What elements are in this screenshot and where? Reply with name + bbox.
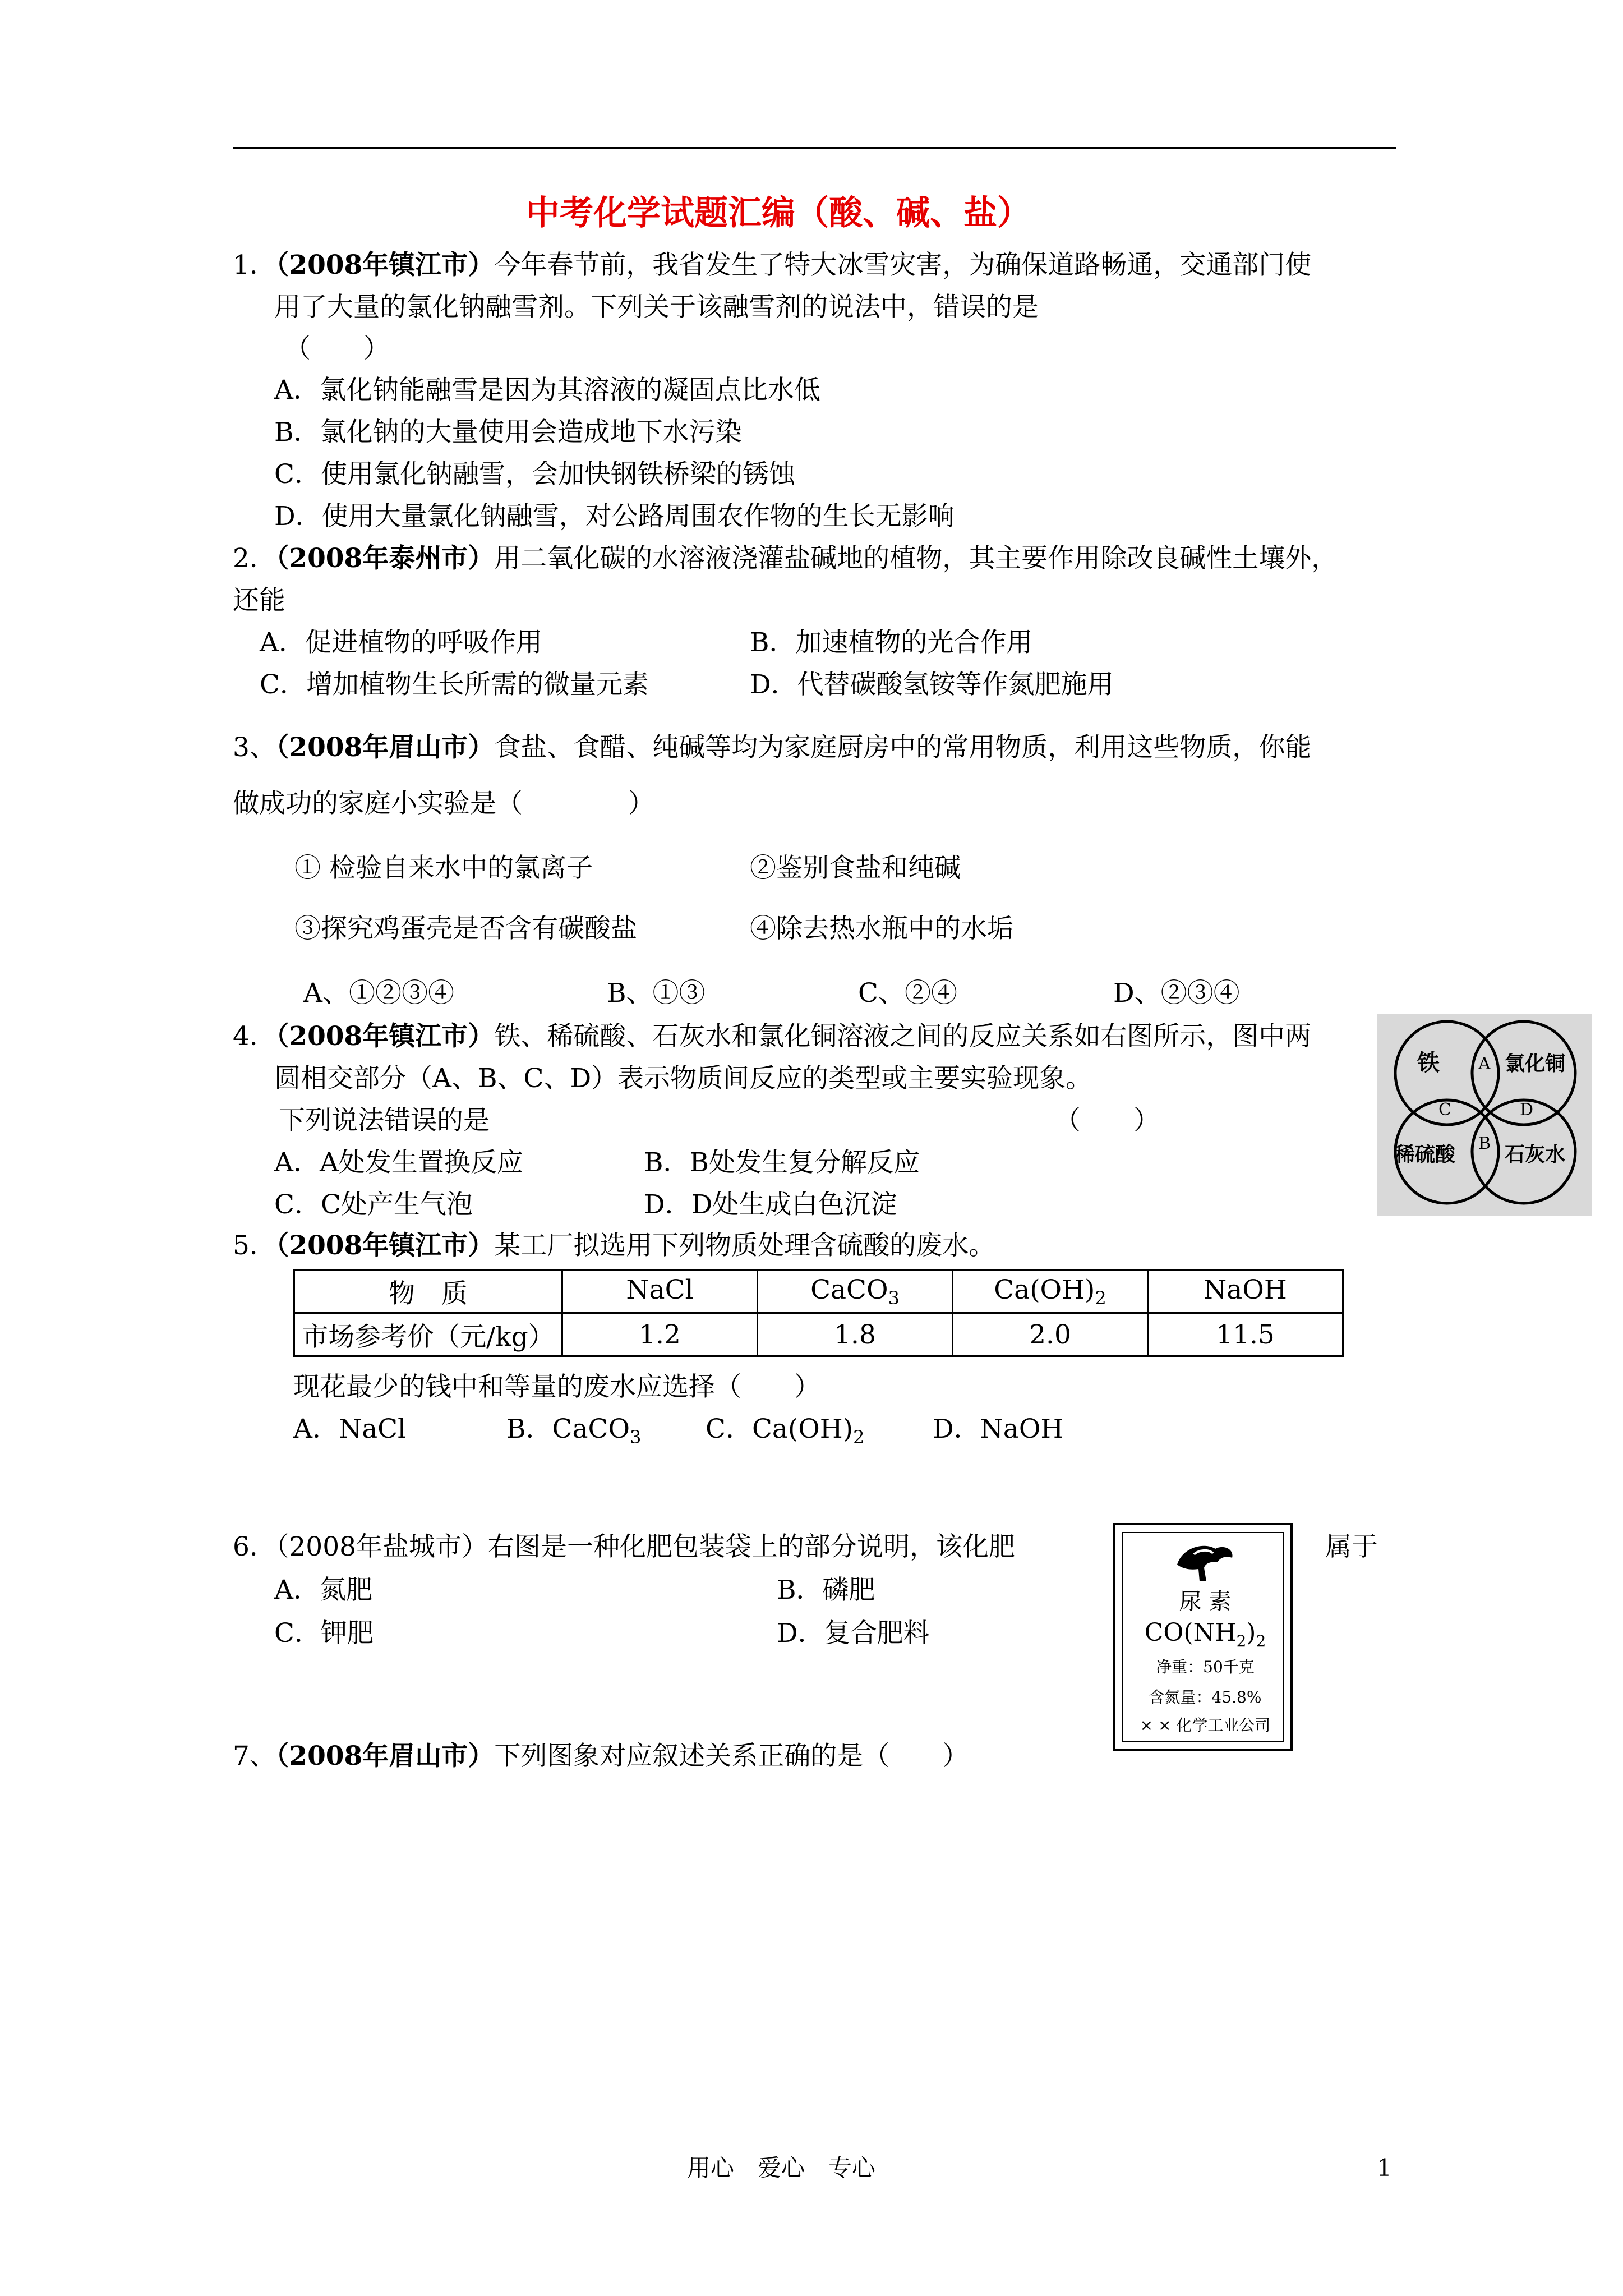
q4-option-c: C．C处产生气泡 (274, 1189, 473, 1220)
q1-option-a: A．氯化钠能融雪是因为其溶液的凝固点比水低 (274, 375, 820, 406)
table-header-cell: 物 质 (294, 1270, 562, 1313)
reaction-diagram-svg (1377, 1014, 1592, 1216)
q4-line2: 圆相交部分（A、B、C、D）表示物质间反应的类型或主要实验现象。 (274, 1063, 1092, 1094)
label-copper-chloride: 氯化铜 (1505, 1052, 1566, 1075)
q2-option-d: D．代替碳酸氢铵等作氮肥施用 (750, 669, 1114, 700)
q5-option-b: B．CaCO$_3$ (506, 1414, 642, 1448)
q2-line2: 还能 (233, 585, 285, 616)
q1-option-c: C．使用氯化钠融雪，会加快钢铁桥梁的锈蚀 (274, 459, 795, 490)
q2-line1: 2．（2008年泰州市）用二氧化碳的水溶液浇灌盐碱地的植物，其主要作用除改良碱性土壤外， (233, 543, 1338, 574)
q4-blank: （ ） (1054, 1105, 1160, 1136)
q6-option-d: D．复合肥料 (777, 1618, 930, 1649)
label-iron: 铁 (1417, 1050, 1440, 1076)
table-cell: NaOH (1148, 1270, 1343, 1313)
q2-option-b: B．加速植物的光合作用 (750, 627, 1033, 658)
header-rule (233, 147, 1396, 149)
q3-line2: 做成功的家庭小实验是（ ） (233, 788, 654, 819)
q5-line1: 5．（2008年镇江市）某工厂拟选用下列物质处理含硫酸的废水。 (233, 1230, 995, 1261)
fertilizer-formula: $CO(NH_2)_2$ (1144, 1618, 1266, 1650)
q6-option-b: B．磷肥 (777, 1575, 875, 1605)
q4-line1: 4．（2008年镇江市）铁、稀硫酸、石灰水和氯化铜溶液之间的反应关系如右图所示，图中两 (233, 1021, 1312, 1052)
q2-option-a: A．促进植物的呼吸作用 (260, 627, 542, 658)
reaction-diagram (1377, 1014, 1592, 1216)
q6-option-c: C．钾肥 (274, 1618, 374, 1649)
q6-tail: 属于 (1325, 1531, 1378, 1562)
table-header-cell: 市场参考价（元/kg） (294, 1313, 562, 1356)
label-limewater: 石灰水 (1505, 1143, 1566, 1166)
fertilizer-company: × × 化学工业公司 (1140, 1716, 1271, 1734)
table-cell: 11.5 (1148, 1313, 1343, 1356)
page-title: 中考化学试题汇编（酸、碱、盐） (526, 194, 1031, 233)
q1-line1: 1．（2008年镇江市）今年春节前，我省发生了特大冰雪灾害，为确保道路畅通，交通部门使 (233, 250, 1312, 280)
table-cell: $Ca(OH)_2$ (953, 1270, 1148, 1313)
q4-line3: 下列说法错误的是 (279, 1105, 490, 1136)
table-cell: CaCO$_3$ (758, 1270, 953, 1313)
q5-question: 现花最少的钱中和等量的废水应选择（ ） (293, 1372, 820, 1402)
q5-option-c: C．$Ca(OH)_2$ (706, 1414, 865, 1448)
label-C: C (1438, 1100, 1451, 1120)
q2-option-c: C．增加植物生长所需的微量元素 (260, 669, 649, 700)
label-B: B (1478, 1134, 1491, 1153)
label-D: D (1520, 1100, 1534, 1120)
q3-item-2: ②鉴别食盐和纯碱 (750, 853, 961, 884)
table-row (294, 1270, 1343, 1313)
q4-option-a: A．A处发生置换反应 (274, 1147, 523, 1178)
q3-option-c: C、②④ (858, 978, 957, 1009)
q3-option-d: D、②③④ (1113, 978, 1240, 1009)
fertilizer-logo-icon (1172, 1541, 1239, 1585)
footer-motto: 用心 爱心 专心 (687, 2154, 876, 2182)
table-cell: 2.0 (953, 1313, 1148, 1356)
q4-option-b: B．B处发生复分解反应 (644, 1147, 920, 1178)
q3-item-1: ① 检验自来水中的氯离子 (294, 853, 593, 884)
fertilizer-weight: 净重：50千克 (1156, 1658, 1255, 1676)
q1-blank: （ ） (284, 333, 390, 364)
table-cell: NaCl (562, 1270, 758, 1313)
q4-option-d: D．D处生成白色沉淀 (644, 1189, 897, 1220)
q1-line2: 用了大量的氯化钠融雪剂。下列关于该融雪剂的说法中，错误的是 (274, 292, 1039, 323)
q3-item-3: ③探究鸡蛋壳是否含有碳酸盐 (294, 913, 637, 944)
fertilizer-label (1113, 1523, 1293, 1751)
q3-option-a: A、①②③④ (303, 978, 454, 1009)
fertilizer-name: 尿 素 (1179, 1589, 1232, 1614)
q5-option-a: A．NaCl (293, 1414, 407, 1444)
q3-option-b: B、①③ (607, 978, 706, 1009)
table-row (294, 1313, 1343, 1356)
label-sulfuric-acid: 稀硫酸 (1395, 1143, 1456, 1166)
q6-line1: 6．（2008年盐城市）右图是一种化肥包装袋上的部分说明，该化肥 (233, 1531, 1016, 1562)
q6-option-a: A．氮肥 (274, 1575, 372, 1605)
fertilizer-nitrogen: 含氮量：45.8% (1149, 1688, 1262, 1706)
q1-option-b: B．氯化钠的大量使用会造成地下水污染 (274, 417, 742, 448)
q1-option-d: D．使用大量氯化钠融雪，对公路周围农作物的生长无影响 (274, 501, 955, 532)
q3-item-4: ④除去热水瓶中的水垢 (750, 913, 1013, 944)
price-table (293, 1269, 1344, 1357)
table-cell: 1.8 (758, 1313, 953, 1356)
q7-line1: 7、（2008年眉山市）下列图象对应叙述关系正确的是（ ） (233, 1741, 969, 1772)
page-number: 1 (1377, 2154, 1392, 2182)
table-cell: 1.2 (562, 1313, 758, 1356)
q3-line1: 3、（2008年眉山市）食盐、食醋、纯碱等均为家庭厨房中的常用物质，利用这些物质，你能 (233, 732, 1312, 763)
q5-option-d: D．NaOH (933, 1414, 1064, 1444)
label-A: A (1478, 1054, 1491, 1074)
